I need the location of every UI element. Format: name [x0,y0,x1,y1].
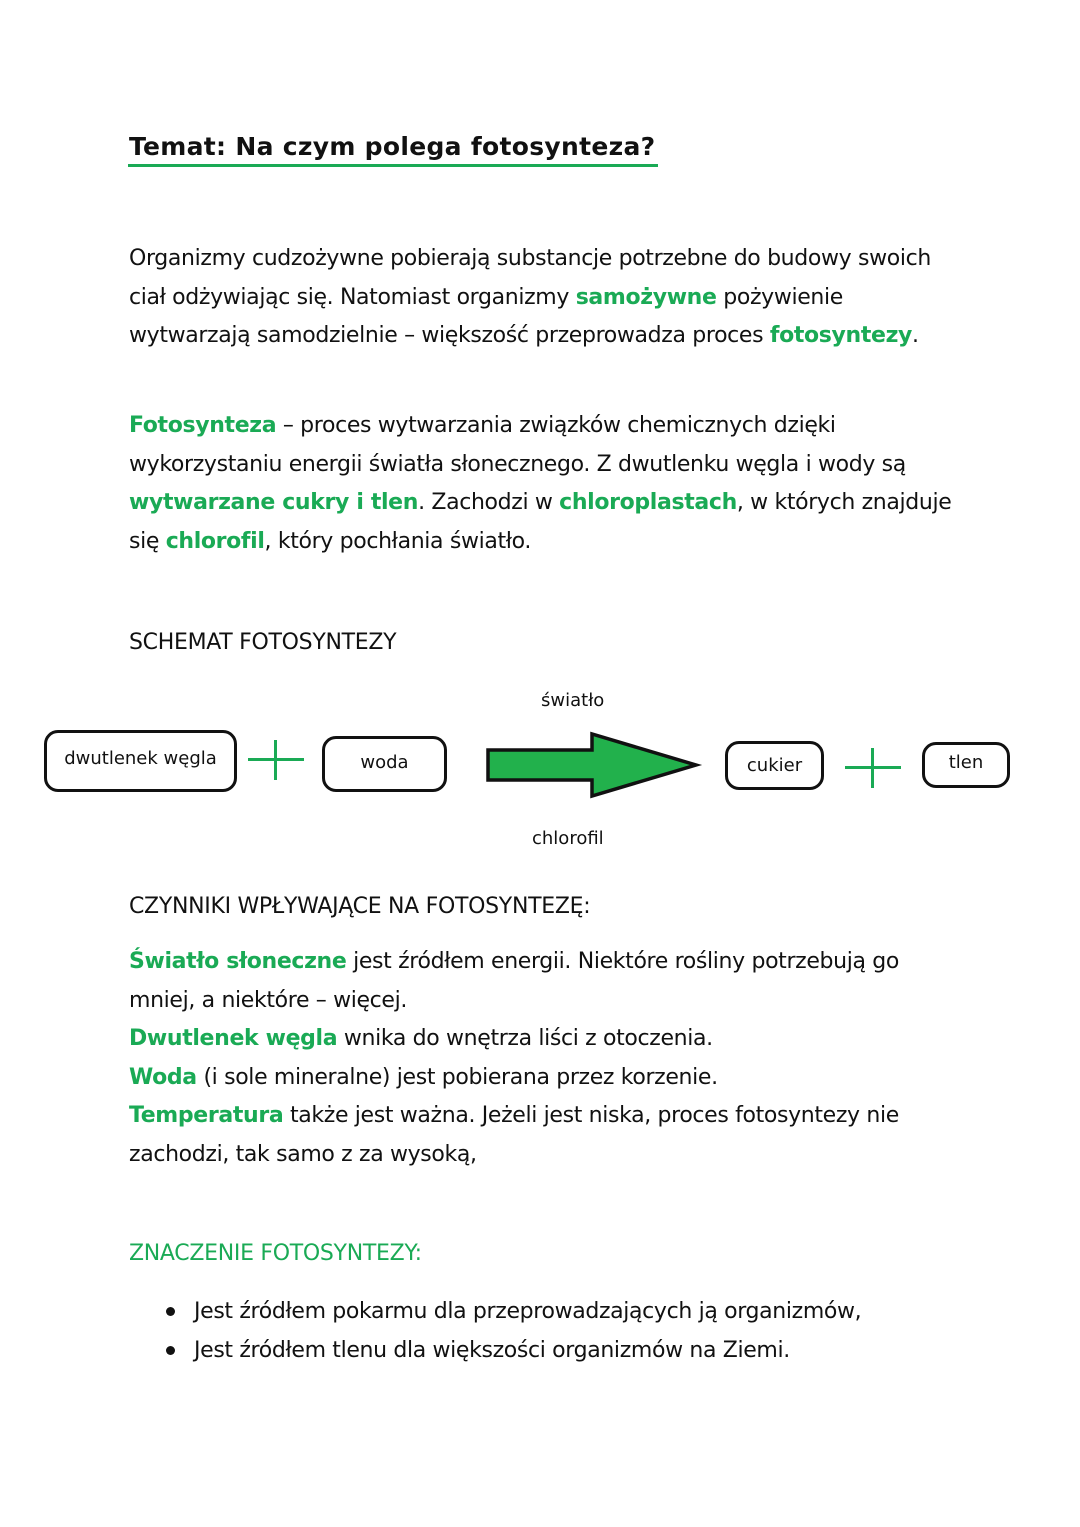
factor-text: (i sole mineralne) jest pobierana przez korzenie. [196,1064,718,1090]
arrow-label-chlorophyll: chlorofil [532,828,604,849]
factor-item [129,1097,969,1174]
page-title: Temat: Na czym polega fotosynteza? [129,132,656,161]
bullet-icon [166,1307,175,1316]
product-label: cukier [746,755,803,776]
plus-icon [845,748,891,784]
bullet-icon [166,1346,175,1355]
term-chloroplasty: chloroplastach [559,490,737,515]
substrate-label: dwutlenek węgla [64,747,217,769]
term-samozywne: samożywne [575,284,717,310]
definition-text: , w których znajduje się [129,490,952,554]
term-chlorofil: chlorofil [165,528,265,554]
substrate-box-co2 [44,730,237,792]
bullet-text: Jest źródłem tlenu dla większości organizmów na Ziemi. [194,1338,790,1363]
definition-text: . Zachodzi w [418,490,560,515]
significance-heading: ZNACZENIE FOTOSYNTEZY: [129,1241,422,1266]
product-label: tlen [948,751,984,773]
product-box-oxygen [922,742,1010,788]
definition-paragraph [129,407,969,561]
arrow-label-light: światło [541,690,605,711]
term-products: wytwarzane cukry i tlen [129,490,419,515]
factor-term: Woda [129,1064,197,1090]
intro-text: pożywienie wytwarzają samodzielnie – większość przeprowadza proces [129,284,843,348]
intro-text: Organizmy cudzożywne pobierają substancje potrzebne do budowy swoich ciał odżywiając się. Natomiast organizmy [129,246,931,310]
product-box-sugar [725,741,824,790]
bullet-text: Jest źródłem pokarmu dla przeprowadzających ją organizmów, [194,1299,862,1324]
substrate-label: woda [360,751,409,773]
factor-text: wnika do wnętrza liści z otoczenia. [337,1026,713,1051]
factor-term: Światło słoneczne [129,949,347,974]
definition-text: , który pochłania światło. [264,528,532,554]
reaction-arrow-icon [484,730,704,800]
factor-text: także jest ważna. Jeżeli jest niska, proces fotosyntezy nie zachodzi, tak samo z za wysoką, [129,1103,899,1167]
factors-list [129,943,969,1174]
plus-icon [248,740,304,780]
factor-item [129,1020,969,1059]
schema-heading: SCHEMAT FOTOSYNTEZY [129,630,397,655]
factor-item [129,943,969,1020]
factor-term: Temperatura [129,1103,284,1128]
term-fotosyntezy: fotosyntezy [769,323,913,348]
list-item [160,1331,861,1370]
definition-text: – proces wytwarzania związków chemicznych dzięki wykorzystaniu energii światła słonecznego. Z dwutlenku węgla i wody są [129,413,906,477]
intro-paragraph [129,240,969,356]
factor-item [129,1059,969,1098]
factor-term: Dwutlenek węgla [129,1026,338,1051]
title-underline [128,164,658,167]
intro-text: . [912,323,919,348]
list-item [160,1292,861,1331]
significance-list [160,1292,861,1370]
substrate-box-water [322,736,447,792]
factors-heading: CZYNNIKI WPŁYWAJĄCE NA FOTOSYNTEZĘ: [129,894,591,919]
term-fotosynteza: Fotosynteza [129,413,277,438]
factor-text: jest źródłem energii. Niektóre rośliny potrzebują go mniej, a niektóre – więcej. [129,949,900,1013]
